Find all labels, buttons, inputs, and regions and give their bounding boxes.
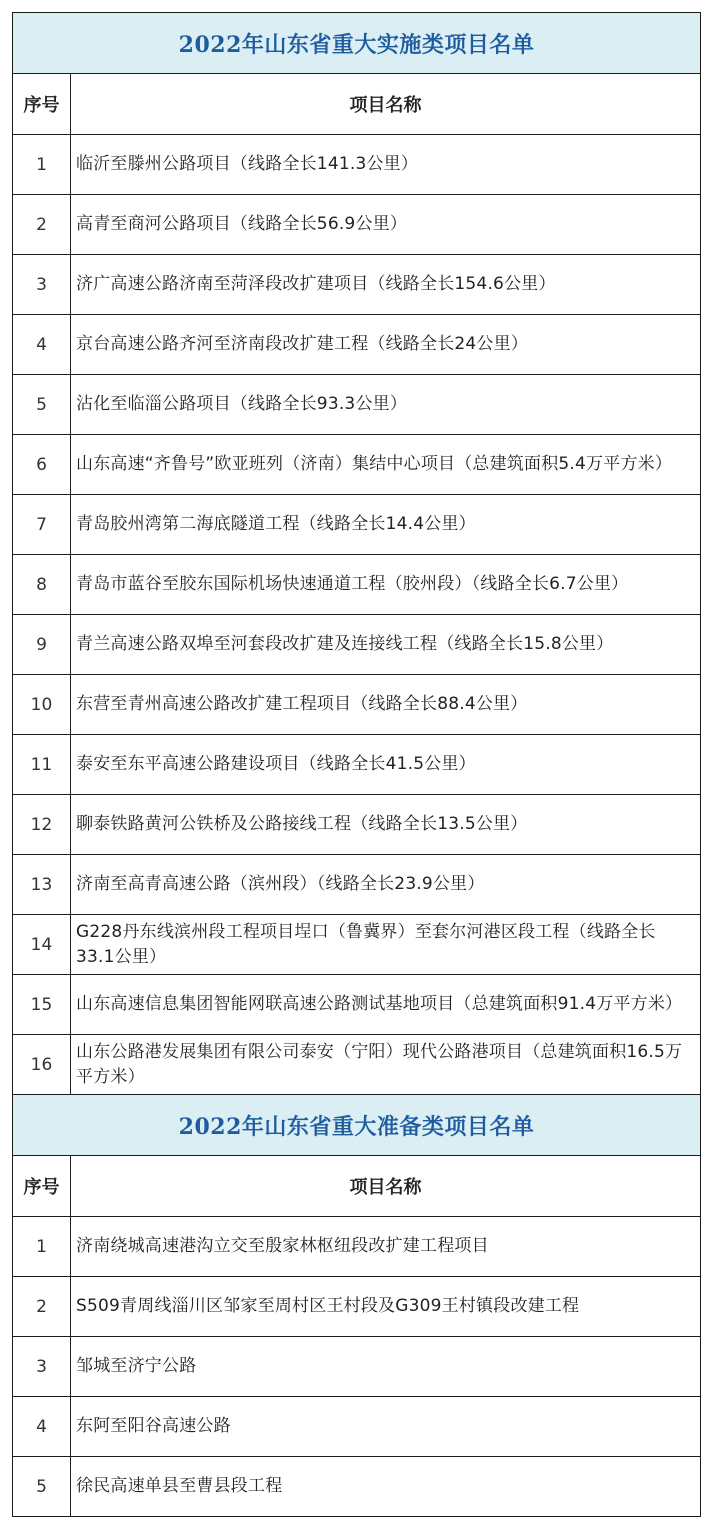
row-number: 2 bbox=[13, 195, 71, 255]
header-name: 项目名称 bbox=[71, 1156, 701, 1217]
table-header-row bbox=[13, 1156, 701, 1217]
project-name: 临沂至滕州公路项目（线路全长141.3公里） bbox=[71, 135, 701, 195]
project-name: 济南至高青高速公路（滨州段）（线路全长23.9公里） bbox=[71, 855, 701, 915]
table-row bbox=[13, 1217, 701, 1277]
row-number: 5 bbox=[13, 375, 71, 435]
project-name: 山东高速“齐鲁号”欧亚班列（济南）集结中心项目（总建筑面积5.4万平方米） bbox=[71, 435, 701, 495]
header-num: 序号 bbox=[13, 74, 71, 135]
project-name: 青岛胶州湾第二海底隧道工程（线路全长14.4公里） bbox=[71, 495, 701, 555]
row-number: 4 bbox=[13, 315, 71, 375]
header-num: 序号 bbox=[13, 1156, 71, 1217]
table-row bbox=[13, 1035, 701, 1095]
project-table-body bbox=[13, 13, 701, 1517]
project-name: 聊泰铁路黄河公铁桥及公路接线工程（线路全长13.5公里） bbox=[71, 795, 701, 855]
table-row bbox=[13, 1397, 701, 1457]
table-row bbox=[13, 135, 701, 195]
row-number: 7 bbox=[13, 495, 71, 555]
table-row bbox=[13, 195, 701, 255]
table-row bbox=[13, 615, 701, 675]
table-row bbox=[13, 795, 701, 855]
project-name: 山东高速信息集团智能网联高速公路测试基地项目（总建筑面积91.4万平方米） bbox=[71, 975, 701, 1035]
table-row bbox=[13, 375, 701, 435]
row-number: 3 bbox=[13, 255, 71, 315]
row-number: 10 bbox=[13, 675, 71, 735]
table-row bbox=[13, 1277, 701, 1337]
row-number: 11 bbox=[13, 735, 71, 795]
project-name: 济南绕城高速港沟立交至殷家林枢纽段改扩建工程项目 bbox=[71, 1217, 701, 1277]
row-number: 2 bbox=[13, 1277, 71, 1337]
section-title: 2022年山东省重大实施类项目名单 bbox=[13, 13, 701, 74]
project-name: 徐民高速单县至曹县段工程 bbox=[71, 1457, 701, 1517]
row-number: 6 bbox=[13, 435, 71, 495]
row-number: 1 bbox=[13, 1217, 71, 1277]
table-row bbox=[13, 915, 701, 975]
table-row bbox=[13, 1457, 701, 1517]
row-number: 9 bbox=[13, 615, 71, 675]
row-number: 1 bbox=[13, 135, 71, 195]
row-number: 4 bbox=[13, 1397, 71, 1457]
table-header-row bbox=[13, 74, 701, 135]
header-name: 项目名称 bbox=[71, 74, 701, 135]
row-number: 14 bbox=[13, 915, 71, 975]
row-number: 13 bbox=[13, 855, 71, 915]
project-name: 泰安至东平高速公路建设项目（线路全长41.5公里） bbox=[71, 735, 701, 795]
project-name: 东阿至阳谷高速公路 bbox=[71, 1397, 701, 1457]
section-title: 2022年山东省重大准备类项目名单 bbox=[13, 1095, 701, 1156]
project-name: 青岛市蓝谷至胶东国际机场快速通道工程（胶州段）（线路全长6.7公里） bbox=[71, 555, 701, 615]
project-name: S509青周线淄川区邹家至周村区王村段及G309王村镇段改建工程 bbox=[71, 1277, 701, 1337]
project-name: 京台高速公路齐河至济南段改扩建工程（线路全长24公里） bbox=[71, 315, 701, 375]
project-list-document bbox=[12, 12, 700, 1517]
project-name: 邹城至济宁公路 bbox=[71, 1337, 701, 1397]
row-number: 15 bbox=[13, 975, 71, 1035]
row-number: 3 bbox=[13, 1337, 71, 1397]
project-name: 东营至青州高速公路改扩建工程项目（线路全长88.4公里） bbox=[71, 675, 701, 735]
project-name: 山东公路港发展集团有限公司泰安（宁阳）现代公路港项目（总建筑面积16.5万平方米） bbox=[71, 1035, 701, 1095]
table-row bbox=[13, 495, 701, 555]
row-number: 5 bbox=[13, 1457, 71, 1517]
table-row bbox=[13, 675, 701, 735]
table-row bbox=[13, 855, 701, 915]
project-name: 沾化至临淄公路项目（线路全长93.3公里） bbox=[71, 375, 701, 435]
table-row bbox=[13, 315, 701, 375]
project-name: 高青至商河公路项目（线路全长56.9公里） bbox=[71, 195, 701, 255]
section-title-row bbox=[13, 1095, 701, 1156]
row-number: 16 bbox=[13, 1035, 71, 1095]
row-number: 12 bbox=[13, 795, 71, 855]
project-name: 济广高速公路济南至菏泽段改扩建项目（线路全长154.6公里） bbox=[71, 255, 701, 315]
project-name: G228丹东线滨州段工程项目埕口（鲁冀界）至套尔河港区段工程（线路全长33.1公里） bbox=[71, 915, 701, 975]
project-table bbox=[12, 12, 701, 1517]
table-row bbox=[13, 735, 701, 795]
table-row bbox=[13, 975, 701, 1035]
table-row bbox=[13, 435, 701, 495]
table-row bbox=[13, 1337, 701, 1397]
table-row bbox=[13, 555, 701, 615]
section-title-row bbox=[13, 13, 701, 74]
row-number: 8 bbox=[13, 555, 71, 615]
project-name: 青兰高速公路双埠至河套段改扩建及连接线工程（线路全长15.8公里） bbox=[71, 615, 701, 675]
table-row bbox=[13, 255, 701, 315]
